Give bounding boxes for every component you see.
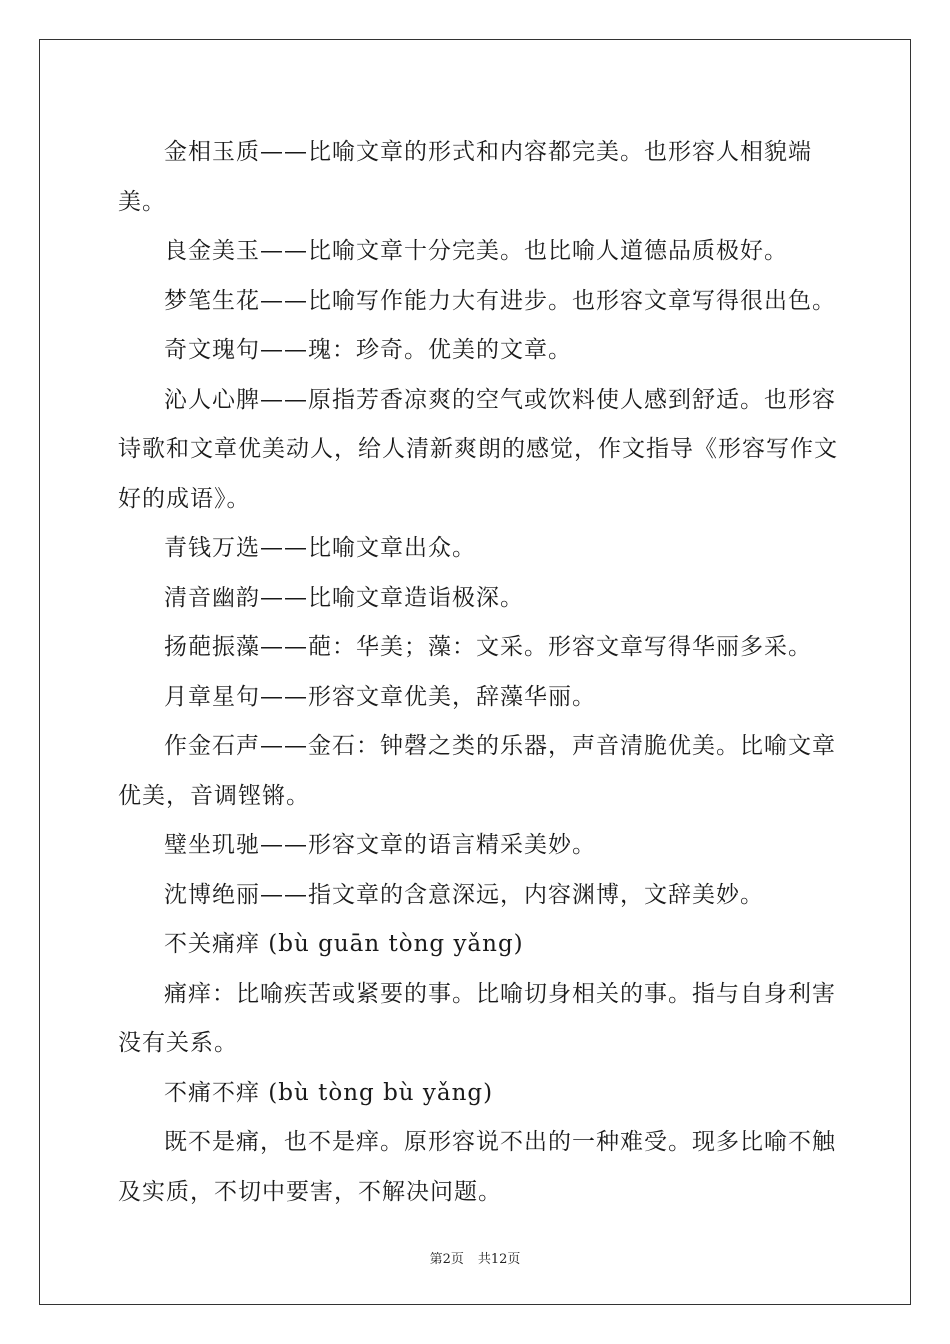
idiom-heading: 不关痛痒 (bù guān tòng yǎng) xyxy=(164,931,524,957)
document-body xyxy=(118,128,838,1217)
paragraph: 金相玉质——比喻文章的形式和内容都完美。也形容人相貌端美。 xyxy=(118,139,812,215)
paragraph: 璧坐玑驰——形容文章的语言精采美妙。 xyxy=(164,832,596,858)
paragraph: 痛痒：比喻疾苦或紧要的事。比喻切身相关的事。指与自身利害没有关系。 xyxy=(118,980,836,1056)
idiom-heading: 不痛不痒 (bù tòng bù yǎng) xyxy=(164,1079,494,1106)
paragraph: 既不是痛，也不是痒。原形容说不出的一种难受。现多比喻不触及实质，不切中要害，不解决问题。 xyxy=(118,1129,836,1205)
paragraph: 沁人心脾——原指芳香凉爽的空气或饮料使人感到舒适。也形容诗歌和文章优美动人，给人清新爽朗的感觉，作文指导《形容写作文好的成语》。 xyxy=(118,386,838,512)
paragraph: 良金美玉——比喻文章十分完美。也比喻人道德品质极好。 xyxy=(164,238,788,264)
paragraph: 扬葩振藻——葩：华美；藻：文采。形容文章写得华丽多采。 xyxy=(164,634,812,660)
paragraph: 奇文瑰句——瑰：珍奇。优美的文章。 xyxy=(164,337,572,363)
paragraph: 梦笔生花——比喻写作能力大有进步。也形容文章写得很出色。 xyxy=(164,287,836,314)
paragraph: 青钱万选——比喻文章出众。 xyxy=(164,535,476,561)
page-number: 第2页 xyxy=(429,1252,464,1267)
page-footer xyxy=(0,1248,950,1267)
paragraph: 沈博绝丽——指文章的含意深远，内容渊博，文辞美妙。 xyxy=(164,881,764,908)
page-total: 共12页 xyxy=(477,1252,521,1267)
paragraph: 清音幽韵——比喻文章造诣极深。 xyxy=(164,584,524,611)
paragraph: 月章星句——形容文章优美，辞藻华丽。 xyxy=(164,683,596,710)
paragraph: 作金石声——金石：钟磬之类的乐器，声音清脆优美。比喻文章优美，音调铿锵。 xyxy=(118,733,836,809)
